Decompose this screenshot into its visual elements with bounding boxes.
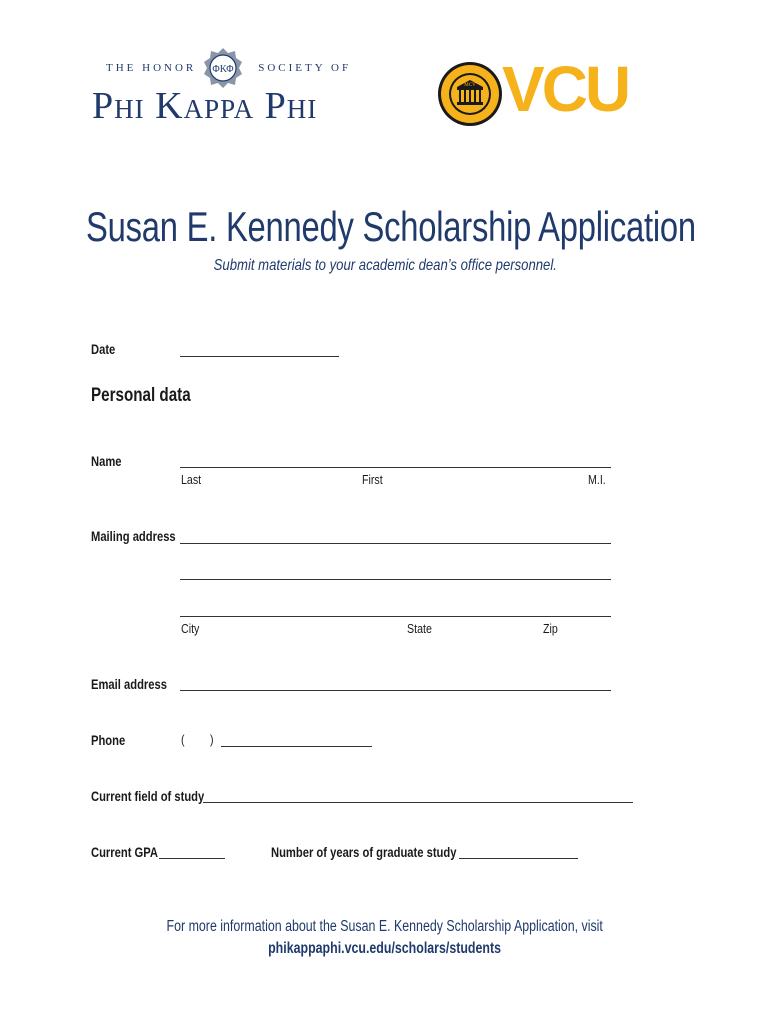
date-label: Date	[91, 341, 116, 357]
email-field[interactable]	[180, 690, 611, 691]
svg-text:ΦΚΦ: ΦΚΦ	[212, 64, 234, 75]
footer-info-text: For more information about the Susan E. Kennedy Scholarship Application, visit	[166, 918, 604, 935]
state-caption: State	[407, 621, 432, 636]
gpa-field[interactable]	[159, 858, 225, 859]
vcu-wordmark: VCU	[502, 53, 629, 125]
gpa-label: Current GPA	[91, 844, 158, 860]
field-of-study-field[interactable]	[203, 802, 633, 803]
city-caption: City	[181, 621, 200, 636]
mailing-address-label: Mailing address	[91, 528, 176, 544]
phone-label: Phone	[91, 732, 126, 748]
footer-link[interactable]: phikappaphi.vcu.edu/scholars/students	[268, 940, 502, 957]
phone-field[interactable]	[221, 746, 372, 747]
date-field[interactable]	[180, 356, 339, 357]
mailing-address-line2[interactable]	[180, 579, 611, 580]
years-grad-study-label: Number of years of graduate study	[271, 844, 457, 860]
phone-area-open: (	[181, 732, 185, 747]
name-label: Name	[91, 453, 122, 469]
email-label: Email address	[91, 676, 167, 692]
page-subtitle: Submit materials to your academic dean’s office personnel.	[213, 257, 557, 274]
name-mi-caption: M.I.	[588, 472, 606, 487]
pkp-tagline-right: SOCIETY OF	[258, 62, 352, 74]
name-last-caption: Last	[181, 472, 202, 487]
pkp-wordmark: Phi Kappa Phi	[92, 85, 318, 127]
name-first-caption: First	[362, 472, 383, 487]
pkp-tagline-left: THE HONOR	[106, 62, 197, 74]
mailing-address-line3[interactable]	[180, 616, 611, 617]
years-grad-study-field[interactable]	[459, 858, 578, 859]
svg-text:MCV: MCV	[464, 83, 476, 88]
section-heading-personal: Personal data	[91, 385, 191, 406]
page-title: Susan E. Kennedy Scholarship Application	[86, 203, 696, 250]
zip-caption: Zip	[543, 621, 558, 636]
vcu-seal-icon	[437, 61, 503, 127]
phone-area-close: )	[210, 732, 214, 747]
field-of-study-label: Current field of study	[91, 788, 205, 804]
name-field[interactable]	[180, 467, 611, 468]
mailing-address-line1[interactable]	[180, 543, 611, 544]
